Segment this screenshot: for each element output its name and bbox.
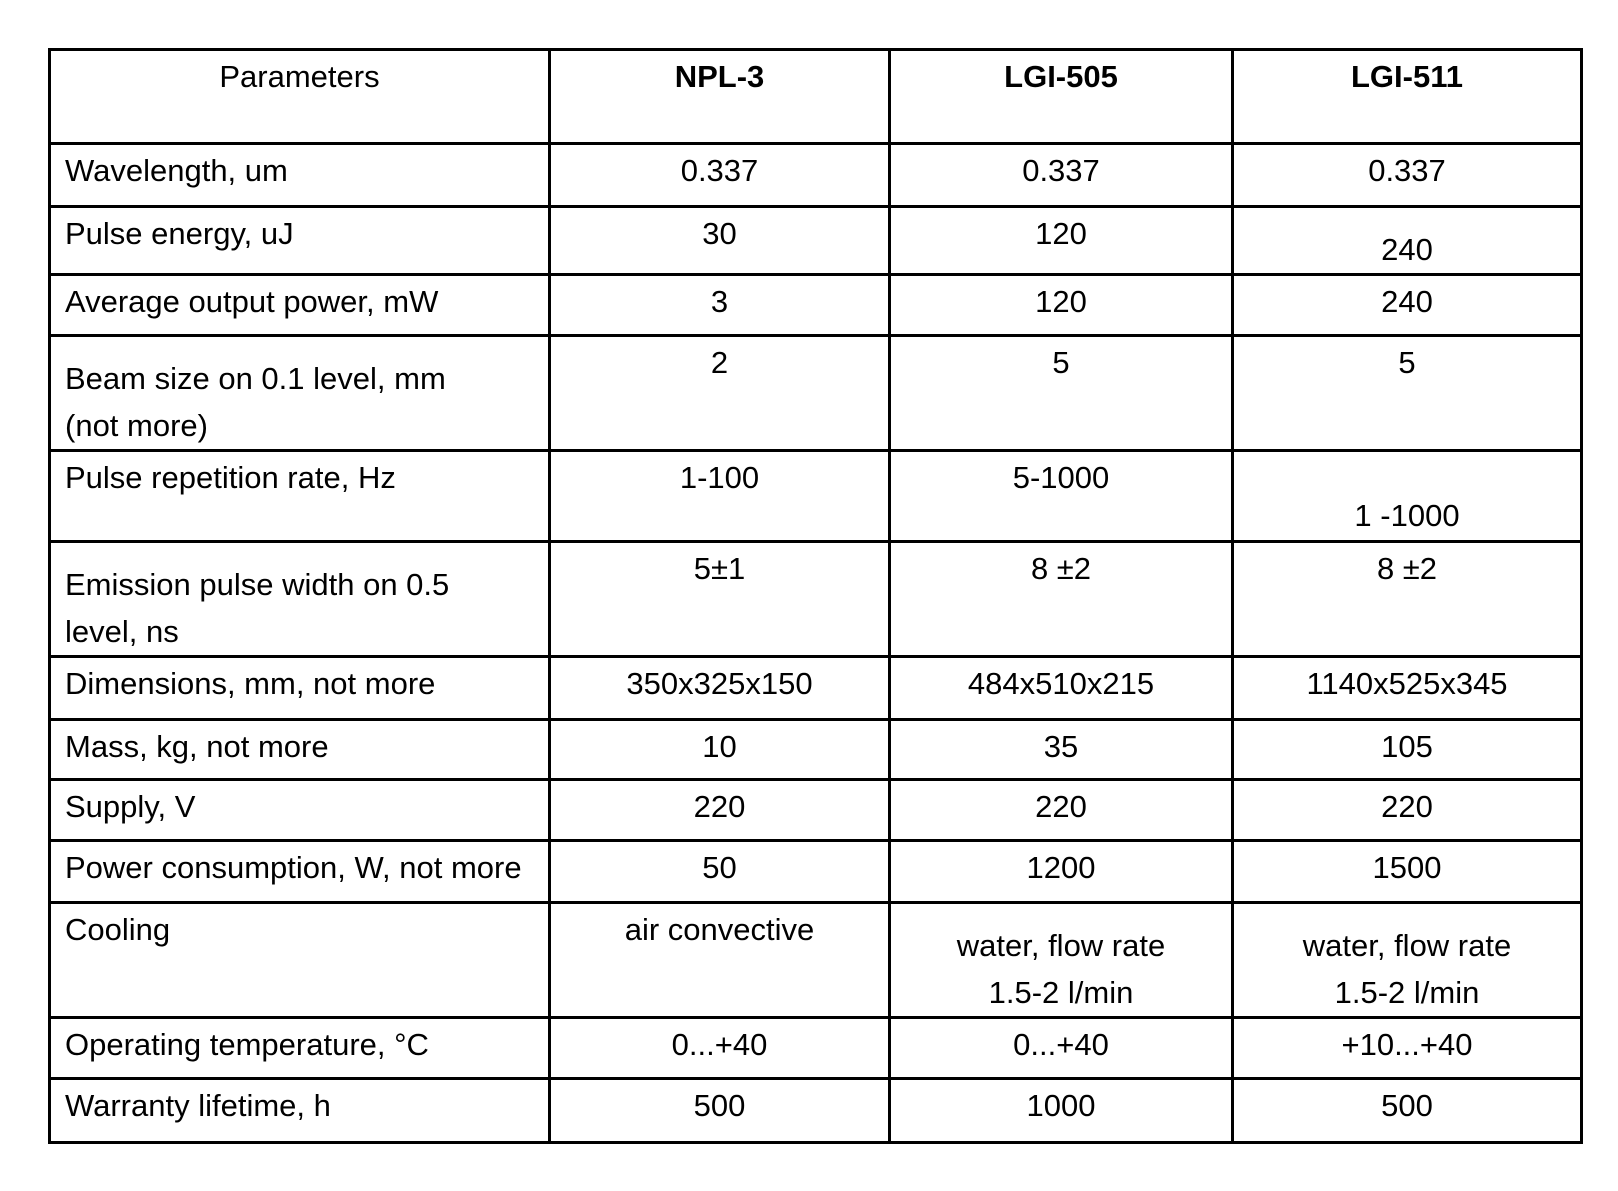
param-line: level, ns	[65, 614, 179, 649]
header-model-lgi505: LGI-505	[890, 50, 1233, 144]
param-cell: Pulse energy, uJ	[50, 207, 550, 275]
table-row	[50, 903, 1582, 1018]
table-row	[50, 1079, 1582, 1143]
header-model-npl3: NPL-3	[550, 50, 890, 144]
value-line: water, flow rate	[1302, 928, 1512, 963]
table-row	[50, 542, 1582, 657]
table-row	[50, 275, 1582, 336]
value-cell: 1 -1000	[1233, 451, 1582, 542]
header-model-lgi511: LGI-511	[1233, 50, 1582, 144]
param-cell: Dimensions, mm, not more	[50, 657, 550, 720]
value-cell: 500	[550, 1079, 890, 1143]
value-cell: 8 ±2	[890, 542, 1233, 657]
table-row	[50, 720, 1582, 780]
param-cell: Wavelength, um	[50, 144, 550, 207]
value-line: 1.5-2 l/min	[1334, 975, 1480, 1010]
value-cell: 0...+40	[890, 1018, 1233, 1079]
value-cell: 1200	[890, 841, 1233, 903]
table-row	[50, 336, 1582, 451]
value-cell: 5±1	[550, 542, 890, 657]
value-cell: 5	[1233, 336, 1582, 451]
param-line: Beam size on 0.1 level, mm	[65, 361, 446, 396]
param-cell: Pulse repetition rate, Hz	[50, 451, 550, 542]
value-cell: 120	[890, 207, 1233, 275]
param-cell: Average output power, mW	[50, 275, 550, 336]
param-cell	[50, 542, 550, 657]
table-row	[50, 1018, 1582, 1079]
value-cell: 0...+40	[550, 1018, 890, 1079]
value-cell: 500	[1233, 1079, 1582, 1143]
value-cell: 120	[890, 275, 1233, 336]
table-row	[50, 780, 1582, 841]
value-cell: 220	[550, 780, 890, 841]
param-cell: Operating temperature, °C	[50, 1018, 550, 1079]
value-cell: 0.337	[550, 144, 890, 207]
param-cell: Cooling	[50, 903, 550, 1018]
value-cell: 1-100	[550, 451, 890, 542]
value-cell: 220	[890, 780, 1233, 841]
value-cell: air convective	[550, 903, 890, 1018]
param-cell: Mass, kg, not more	[50, 720, 550, 780]
table-row	[50, 451, 1582, 542]
table-row	[50, 841, 1582, 903]
value-cell: 5-1000	[890, 451, 1233, 542]
value-cell: 1500	[1233, 841, 1582, 903]
value-cell: 1000	[890, 1079, 1233, 1143]
param-line: Emission pulse width on 0.5	[65, 567, 450, 602]
value-line: 1.5-2 l/min	[988, 975, 1134, 1010]
param-cell	[50, 336, 550, 451]
value-cell: 105	[1233, 720, 1582, 780]
table-row	[50, 144, 1582, 207]
value-cell: 5	[890, 336, 1233, 451]
value-cell: 484x510x215	[890, 657, 1233, 720]
value-cell: 350x325x150	[550, 657, 890, 720]
header-row	[50, 50, 1582, 144]
param-cell: Warranty lifetime, h	[50, 1079, 550, 1143]
value-cell: 2	[550, 336, 890, 451]
value-cell: 35	[890, 720, 1233, 780]
param-line: (not more)	[65, 408, 208, 443]
table-row	[50, 207, 1582, 275]
value-cell: 240	[1233, 207, 1582, 275]
value-cell: 10	[550, 720, 890, 780]
value-cell: 0.337	[1233, 144, 1582, 207]
value-cell: 30	[550, 207, 890, 275]
value-cell: 240	[1233, 275, 1582, 336]
value-cell: 0.337	[890, 144, 1233, 207]
value-cell: 8 ±2	[1233, 542, 1582, 657]
header-parameters: Parameters	[50, 50, 550, 144]
value-cell: 3	[550, 275, 890, 336]
param-cell: Power consumption, W, not more	[50, 841, 550, 903]
value-cell	[890, 903, 1233, 1018]
table-row	[50, 657, 1582, 720]
value-cell: 50	[550, 841, 890, 903]
value-line: water, flow rate	[956, 928, 1166, 963]
value-cell: 220	[1233, 780, 1582, 841]
value-cell: 1140x525x345	[1233, 657, 1582, 720]
param-cell: Supply, V	[50, 780, 550, 841]
value-cell: +10...+40	[1233, 1018, 1582, 1079]
laser-spec-table	[48, 48, 1583, 1144]
value-cell	[1233, 903, 1582, 1018]
